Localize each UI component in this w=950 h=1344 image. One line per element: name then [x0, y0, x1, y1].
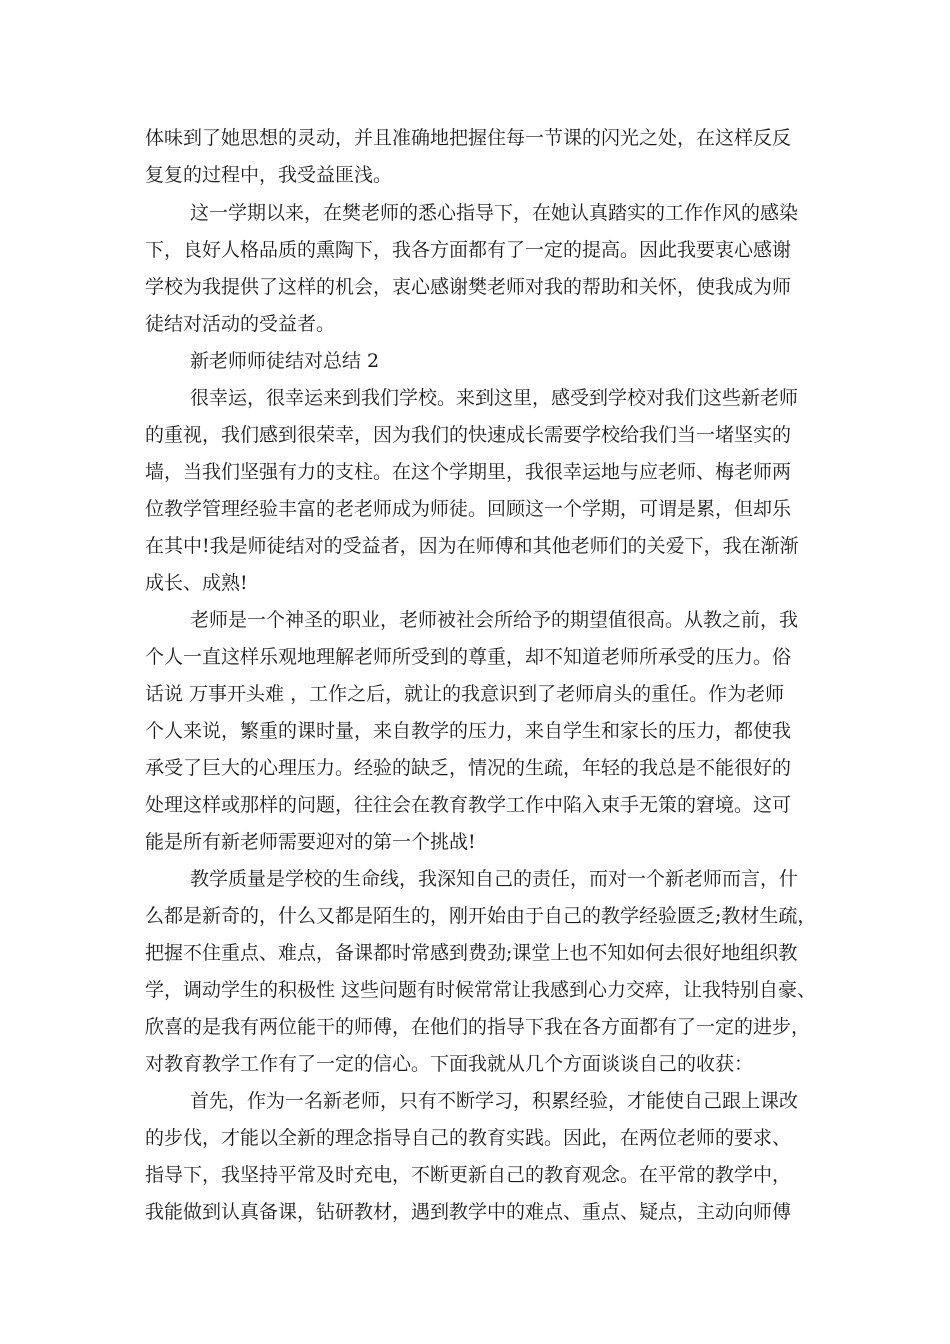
text-line: 徒结对活动的受益者。	[145, 313, 336, 335]
text-line: 我能做到认真备课，钻研教材，遇到教学中的难点、重点、疑点，主动向师傅	[145, 1201, 792, 1223]
text-line: 个人来说，繁重的课时量，来自教学的压力，来自学生和家长的压力，都使我	[145, 720, 792, 742]
text-line: 承受了巨大的心理压力。经验的缺乏，情况的生疏，年轻的我总是不能很好的	[145, 757, 792, 779]
paragraph-first-line: 首先，作为一名新老师，只有不断学习，积累经验，才能使自己跟上课改	[190, 1090, 799, 1112]
text-line: 成长、成熟!	[145, 572, 248, 594]
paragraph-first-line: 老师是一个神圣的职业，老师被社会所给予的期望值很高。从教之前，我	[190, 609, 799, 631]
paragraph-first-line: 教学质量是学校的生命线，我深知自己的责任，而对一个新老师而言，什	[190, 868, 799, 890]
paragraph-first-line: 这一学期以来，在樊老师的悉心指导下，在她认真踏实的工作作风的感染	[190, 202, 799, 224]
text-line: 墙，当我们坚强有力的支柱。在这个学期里，我很幸运地与应老师、梅老师两	[145, 461, 792, 483]
paragraph-first-line: 很幸运，很幸运来到我们学校。来到这里，感受到学校对我们这些新老师	[190, 387, 799, 409]
text-line: 把握不住重点、难点，备课都时常感到费劲;课堂上也不知如何去很好地组织教	[145, 942, 798, 964]
text-line: 体味到了她思想的灵动，并且准确地把握住每一节课的闪光之处，在这样反反	[145, 127, 792, 149]
text-line: 对教育教学工作有了一定的信心。下面我就从几个方面谈谈自己的收获：	[145, 1053, 754, 1075]
text-line: 处理这样或那样的问题，往往会在教育教学工作中陷入束手无策的窘境。这可	[145, 794, 792, 816]
text-line: 能是所有新老师需要迎对的第一个挑战!	[145, 831, 476, 853]
text-line: 欣喜的是我有两位能干的师傅，在他们的指导下我在各方面都有了一定的进步，	[145, 1016, 811, 1038]
text-line: 位教学管理经验丰富的老老师成为师徒。回顾这一个学期，可谓是累，但却乐	[145, 498, 792, 520]
text-line: 个人一直这样乐观地理解老师所受到的尊重，却不知道老师所承受的压力。俗	[145, 646, 792, 668]
text-line: 学，调动学生的积极性 这些问题有时候常常让我感到心力交瘁，让我特别自豪、	[145, 979, 817, 1001]
text-line: 指导下，我坚持平常及时充电，不断更新自己的教育观念。在平常的教学中，	[145, 1164, 792, 1186]
text-line: 话说 万事开头难 ，工作之后，就让的我意识到了老师肩头的重任。作为老师	[145, 683, 785, 705]
section-heading: 新老师师徒结对总结 2	[190, 350, 380, 372]
text-line: 复复的过程中，我受益匪浅。	[145, 164, 393, 186]
text-line: 下，良好人格品质的熏陶下，我各方面都有了一定的提高。因此我要衷心感谢	[145, 239, 792, 261]
text-line: 的重视，我们感到很荣幸，因为我们的快速成长需要学校给我们当一堵坚实的	[145, 424, 792, 446]
text-line: 么都是新奇的，什么又都是陌生的，刚开始由于自己的教学经验匮乏;教材生疏，	[145, 905, 817, 927]
text-line: 学校为我提供了这样的机会，衷心感谢樊老师对我的帮助和关怀，使我成为师	[145, 276, 792, 298]
text-line: 在其中!我是师徒结对的受益者，因为在师傅和其他老师们的关爱下，我在渐渐	[145, 535, 799, 557]
text-line: 的步伐，才能以全新的理念指导自己的教育实践。因此，在两位老师的要求、	[145, 1127, 792, 1149]
